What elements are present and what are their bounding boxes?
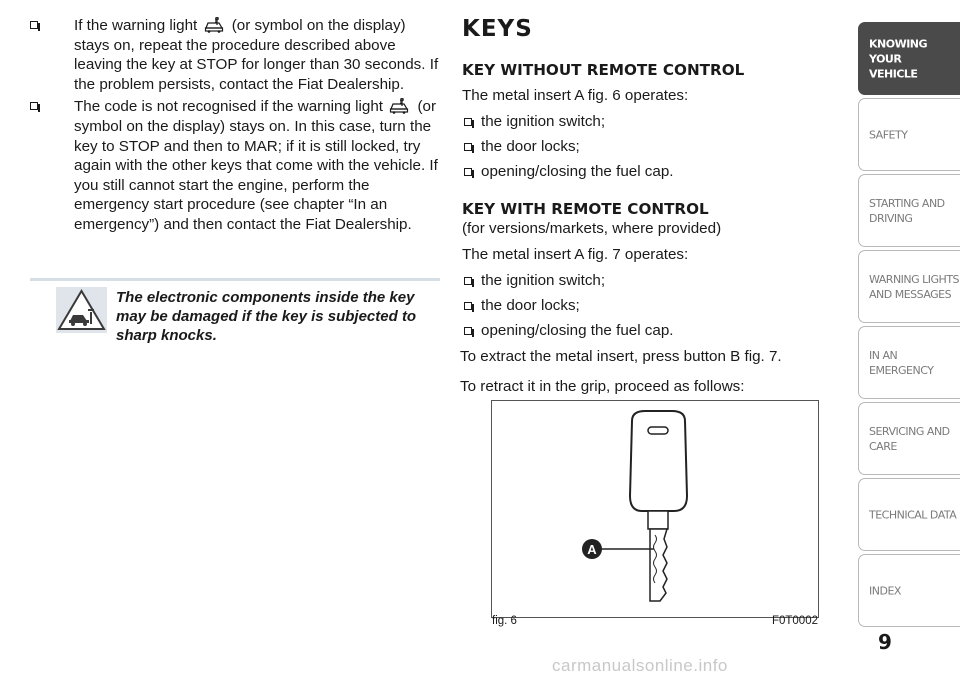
right-column [462, 16, 832, 403]
figure-number: fig. 6 [492, 615, 517, 627]
tab-technical-data[interactable]: TECHNICAL DATA [858, 478, 960, 551]
section-title-with-remote: KEY WITH REMOTE CONTROL [462, 200, 709, 218]
list-item: the ignition switch; [462, 271, 832, 291]
tab-knowing-your-vehicle[interactable]: KNOWING YOUR VEHICLE [858, 22, 960, 95]
left-column [30, 16, 440, 238]
bullet-checkbox-icon [464, 302, 472, 310]
section2-intro: The metal insert A fig. 7 operates: [462, 246, 689, 263]
car-key-warning-icon [389, 98, 411, 114]
bullet-code-not-recognised: The code is not recognised if the warning light (or symbol on the display) stays on. In this case, turn the key to STOP and then to MAR; if it is still locked, try again with the other keys that come with the vehicle. If you still cannot start the engine, perform the emergency start procedure (see chapter “In an emergency”) and then contact the Fiat Dealership. [30, 97, 440, 234]
bullet-checkbox-icon [30, 21, 38, 29]
section2-subtitle: (for versions/markets, where provided) [462, 220, 722, 237]
page-number: 9 [878, 630, 892, 654]
bullet-checkbox-icon [464, 327, 472, 335]
figure-label-a: A [587, 542, 597, 557]
extract-instruction: To extract the metal insert, press button B fig. 7. [460, 348, 782, 365]
car-key-warning-icon [204, 17, 226, 33]
chapter-tabs [858, 22, 960, 630]
key-illustration [492, 401, 818, 617]
list-item: opening/closing the fuel cap. [462, 321, 832, 341]
bullet-checkbox-icon [464, 143, 472, 151]
divider [30, 278, 440, 281]
watermark: carmanualsonline.info [552, 656, 728, 675]
section-title-without-remote: KEY WITHOUT REMOTE CONTROL [462, 61, 745, 79]
tab-safety[interactable]: SAFETY [858, 98, 960, 171]
tab-servicing-and-care[interactable]: SERVICING AND CARE [858, 402, 960, 475]
list-item: the door locks; [462, 137, 832, 157]
bullet-checkbox-icon [464, 277, 472, 285]
section1-intro: The metal insert A fig. 6 operates: [462, 87, 689, 104]
tab-warning-lights[interactable]: WARNING LIGHTS AND MESSAGES [858, 250, 960, 323]
tab-starting-and-driving[interactable]: STARTING AND DRIVING [858, 174, 960, 247]
bullet-checkbox-icon [30, 102, 38, 110]
warning-note [30, 278, 440, 344]
list-item: the ignition switch; [462, 112, 832, 132]
tab-index[interactable]: INDEX [858, 554, 960, 627]
tab-in-an-emergency[interactable]: IN AN EMERGENCY [858, 326, 960, 399]
figure-code: F0T0002 [771, 615, 818, 627]
key-figure [491, 400, 819, 618]
warning-text: The electronic components inside the key may be damaged if the key is subjected to sharp knocks. [116, 289, 417, 344]
bullet-checkbox-icon [464, 118, 472, 126]
bullet-warning-stays-on: If the warning light (or symbol on the display) stays on, repeat the procedure described above leaving the key at STOP for longer than 30 seconds. If the problem persists, contact the Fiat Dealership. [30, 16, 440, 94]
page-title: KEYS [462, 16, 533, 42]
list-item: opening/closing the fuel cap. [462, 162, 832, 182]
warning-triangle-icon [56, 287, 107, 333]
list-item: the door locks; [462, 296, 832, 316]
retract-instruction: To retract it in the grip, proceed as follows: [460, 378, 745, 395]
bullet-checkbox-icon [464, 168, 472, 176]
